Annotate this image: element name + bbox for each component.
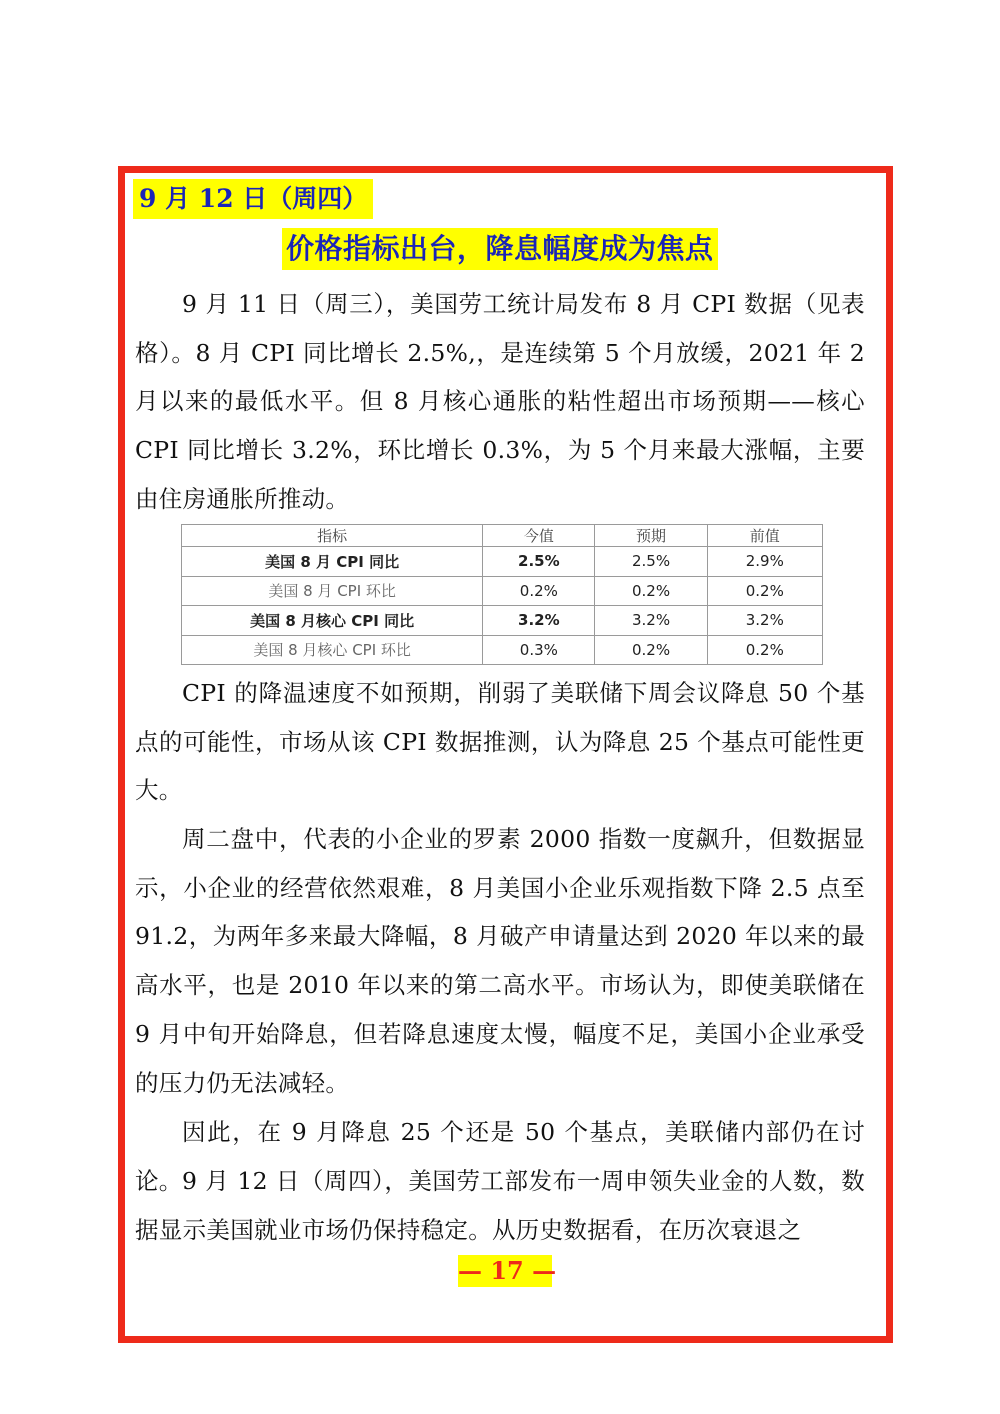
row-previous: 0.2% [707, 635, 822, 665]
row-expected: 0.2% [595, 635, 707, 665]
cpi-data-table [181, 524, 823, 665]
row-previous: 2.9% [707, 547, 822, 577]
paragraph-cpi-release: 9 月 11 日（周三），美国劳工统计局发布 8 月 CPI 数据（见表格）。8 月 CPI 同比增长 2.5%,，是连续第 5 个月放缓，2021 年 2 月以来的最低水平。但 8 月核心通胀的粘性超出市场预期——核心 CPI 同比增长 3.2%，环比增长 0.3%，为 5 个月来最大涨幅，主要由住房通胀所推动。 [135, 290, 865, 513]
row-current: 0.3% [483, 635, 595, 665]
header-indicator: 指标 [182, 525, 483, 547]
table-row [182, 606, 823, 636]
table-row [182, 547, 823, 577]
row-name: 美国 8 月 CPI 同比 [182, 547, 483, 577]
header-previous: 前值 [707, 525, 822, 547]
table-row [182, 576, 823, 606]
table-row [182, 635, 823, 665]
row-previous: 3.2% [707, 606, 822, 636]
date-label: 9 月 12 日（周四） [133, 179, 373, 219]
row-expected: 2.5% [595, 547, 707, 577]
header-current: 今值 [483, 525, 595, 547]
paragraph-small-business: 周二盘中，代表的小企业的罗素 2000 指数一度飙升，但数据显示，小企业的经营依然艰难，8 月美国小企业乐观指数下降 2.5 点至 91.2，为两年多来最大降幅，8 月破产申请量达到 2020 年以来的最高水平，也是 2010 年以来的第二高水平。市场认为，即使美联储在 9 月中旬开始降息，但若降息速度太慢，幅度不足，美国小企业承受的压力仍无法减轻。 [135, 825, 865, 1097]
paragraph-rate-cut-outlook: CPI 的降温速度不如预期，削弱了美联储下周会议降息 50 个基点的可能性，市场从该 CPI 数据推测，认为降息 25 个基点可能性更大。 [135, 679, 865, 805]
table-header-row [182, 525, 823, 547]
row-name: 美国 8 月 CPI 环比 [182, 576, 483, 606]
article-headline: 价格指标出台，降息幅度成为焦点 [282, 228, 718, 270]
header-expected: 预期 [595, 525, 707, 547]
row-name: 美国 8 月核心 CPI 环比 [182, 635, 483, 665]
row-current: 0.2% [483, 576, 595, 606]
row-current: 2.5% [483, 547, 595, 577]
row-expected: 0.2% [595, 576, 707, 606]
row-current: 3.2% [483, 606, 595, 636]
row-expected: 3.2% [595, 606, 707, 636]
paragraph-fed-discussion: 因此，在 9 月降息 25 个还是 50 个基点，美联储内部仍在讨论。 [135, 1118, 865, 1195]
paragraph-jobless-claims: 9 月 12 日（周四），美国劳工部发布一周申领失业金的人数，数据显示美国就业市场仍保持稳定。从历史数据看，在历次衰退之 [135, 1167, 865, 1244]
page-number: — 17 — [458, 1256, 557, 1285]
row-name: 美国 8 月核心 CPI 同比 [182, 606, 483, 636]
row-previous: 0.2% [707, 576, 822, 606]
